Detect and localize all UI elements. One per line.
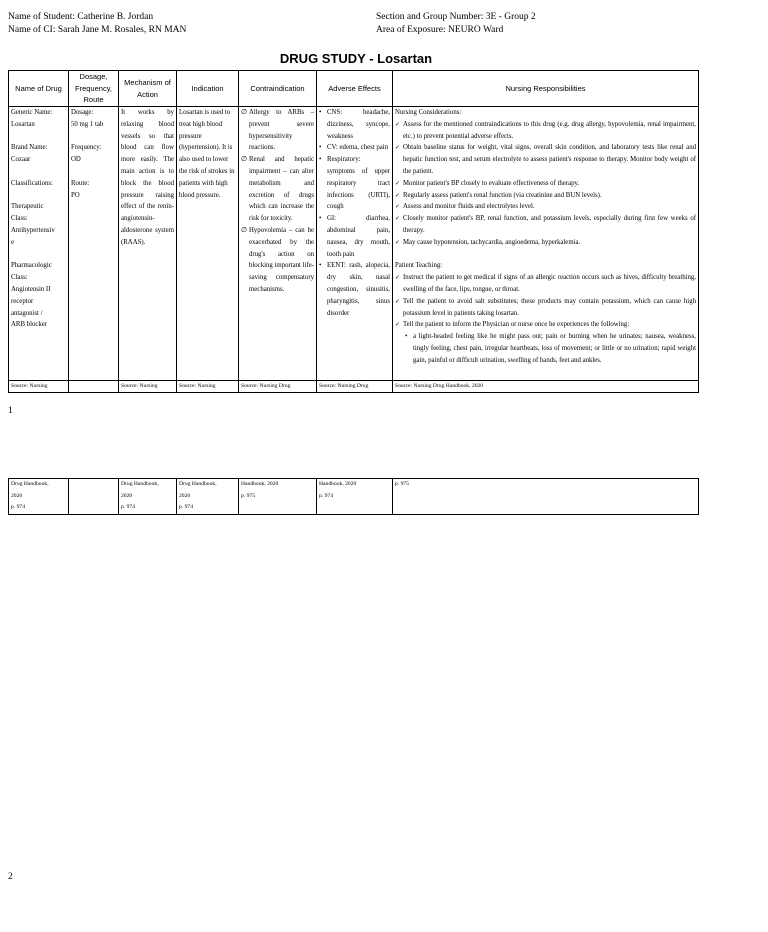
page-number-2: 2: [8, 872, 13, 882]
contraindication-item: ∅ Renal and hepatic impairment – can alter metabolism and excretion of drugs which can increase the risk for toxicity.: [241, 154, 314, 225]
source-line: Drug Handbook,: [121, 481, 159, 487]
source-line: p. 974: [11, 504, 25, 511]
adverse-effect-item: • CV: edema, chest pain: [319, 142, 390, 154]
consideration-item: ✓ Assess and monitor fluids and electrolytes level.: [395, 201, 696, 213]
cell-name-of-drug: [9, 107, 69, 381]
col-indication: Indication: [177, 71, 239, 107]
consideration-item: ✓ Regularly assess patient's renal function (via creatinine and BUN levels).: [395, 190, 696, 202]
route-label: Route:: [71, 179, 90, 187]
col-name-of-drug: Name of Drug: [9, 71, 69, 107]
cell-contraindication: [239, 107, 317, 381]
route-value: PO: [71, 191, 80, 199]
teaching-item: ✓ Instruct the patient to get medical if signs of an allergic reaction occurs such as hives, difficulty breathing, swelling of the face, lips, tongue, or throat.: [395, 272, 696, 296]
nursing-considerations-title: Nursing Considerations:: [395, 109, 462, 116]
col-adverse-effects: Adverse Effects: [317, 71, 393, 107]
source-cell: Source: Nursing: [177, 381, 239, 393]
patient-teaching-title: Patient Teaching:: [395, 262, 443, 270]
sources-continuation-table: [8, 478, 699, 515]
col-contraindication: Contraindication: [239, 71, 317, 107]
generic-value: Losartan: [11, 120, 35, 128]
teaching-item: ✓ Tell the patient to avoid salt substitutes; these products may contain potassium, which can cause high potassium level in patients taking losartan.: [395, 296, 696, 320]
consideration-item: ✓ May cause hypotension, tachycardia, angioedema, hyperkalemia.: [395, 237, 696, 249]
drug-study-table: [8, 70, 699, 393]
source-cont-cell: [317, 479, 393, 515]
brand-value: Cozaar: [11, 156, 31, 164]
pharmacologic-line-2: Class:: [11, 274, 28, 282]
adverse-effect-item: • Respiratory: symptoms of upper respiratory tract infections (URTI), cough: [319, 154, 390, 213]
table-header-row: [9, 71, 699, 107]
source-cont-cell: [119, 479, 177, 515]
cell-mechanism: [119, 107, 177, 381]
source-cell: Source: Nursing Drug Handbook, 2020: [393, 381, 699, 393]
cell-dosage: [69, 107, 119, 381]
col-dosage: Dosage, Frequency, Route: [69, 71, 119, 107]
adverse-effect-item: • EENT: rash, alopecia, dry skin, nasal congestion, sinusitis, pharyngitis, sinus disorder: [319, 260, 390, 319]
adverse-effect-item: • CNS: headache, dizziness, syncope, weakness: [319, 107, 390, 142]
source-line: p. 974: [121, 504, 135, 511]
classifications-label: Classifications:: [11, 179, 53, 187]
table-body-row: [9, 107, 699, 381]
source-cont-cell: [69, 479, 119, 515]
cell-nursing-responsibilities: [393, 107, 699, 381]
therapeutic-line-1: Therapeutic: [11, 203, 44, 211]
source-line: Handbook, 2020: [241, 481, 279, 487]
source-cont-cell: [9, 479, 69, 515]
source-line: Drug Handbook,: [179, 481, 217, 487]
page-title: DRUG STUDY - Losartan: [279, 51, 433, 66]
consideration-item: ✓ Assess for the mentioned contraindications to this drug (e.g. drug allergy, hypovolemia, renal impairment, etc.) to prevent potential adverse effects.: [395, 119, 696, 143]
teaching-sub-item: • a light-headed feeling like he might pass out; pain or burning when he urinates; nausea, weakness, tingly feeling, chest pain, irregular heartbeats, loss of movement; or little or no urination; rapid weight gain, painful or difficult urination, swelling of hands, feet and ankles.: [405, 331, 696, 366]
student-info: [8, 11, 186, 37]
source-line: Handbook, 2020: [319, 481, 357, 487]
col-nursing-responsibilities: Nursing Responsibilities: [393, 71, 699, 107]
section-info: [376, 11, 536, 37]
col-mechanism: Mechanism of Action: [119, 71, 177, 107]
source-line: 2020: [11, 492, 23, 499]
source-line: p. 975: [241, 492, 255, 499]
pharmacologic-line-4: receptor: [11, 297, 34, 305]
frequency-value: OD: [71, 156, 81, 164]
contraindication-item: ∅ Allergy to ARBs – prevent severe hypersensitivity reactions.: [241, 107, 314, 154]
source-line: 2020: [179, 492, 191, 499]
therapeutic-line-3: Antihypertensiv: [11, 226, 55, 234]
source-line: Drug Handbook,: [11, 481, 49, 487]
source-cell: [69, 381, 119, 393]
dosage-label: Dosage:: [71, 109, 94, 116]
ci-name: Name of CI: Sarah Jane M. Rosales, RN MAN: [8, 25, 187, 35]
adverse-effect-item: • GI: diarrhea, abdominal pain, nausea, dry mouth, tooth pain: [319, 213, 390, 260]
student-name: Name of Student: Catherine B. Jordan: [8, 12, 154, 22]
sources-continuation-row: [9, 479, 699, 515]
pharmacologic-line-3: Angiotensin II: [11, 285, 51, 293]
therapeutic-line-4: e: [11, 238, 15, 246]
therapeutic-line-2: Class:: [11, 215, 28, 223]
source-line: p. 975: [395, 481, 409, 487]
brand-label: Brand Name:: [11, 144, 48, 152]
pharmacologic-line-1: Pharmacologic: [11, 262, 52, 270]
source-cont-cell: [177, 479, 239, 515]
source-line: p. 974: [319, 492, 333, 499]
source-cell: Source: Nursing: [119, 381, 177, 393]
mechanism-text: It works by relaxing blood vessels so that blood can flow more easily. The main action is to block the blood pressure raising effect of the renin-angiotensin-aldosterone system (RAAS).: [121, 109, 174, 246]
source-cell: Source: Nursing Drug: [317, 381, 393, 393]
consideration-item: ✓ Obtain baseline status for weight, vital signs, overall skin condition, and laboratory tests like renal and hepatic function test, and serum electrolyte to assess patient's response to therapy. Monitor body weight of the patient.: [395, 142, 696, 177]
source-line: 2020: [121, 492, 133, 499]
source-line: p. 974: [179, 504, 193, 511]
pharmacologic-line-6: ARB blocker: [11, 321, 48, 329]
consideration-item: ✓ Closely monitor patient's BP, renal function, and potassium levels, especially during first few weeks of therapy.: [395, 213, 696, 237]
area-of-exposure: Area of Exposure: NEURO Ward: [376, 25, 504, 35]
frequency-label: Frequency:: [71, 144, 102, 152]
indication-text: Losartan is used to treat high blood pressure (hypertension). It is also used to lower the risk of strokes in patients with high blood pressure.: [179, 109, 235, 199]
consideration-item: ✓ Monitor patient's BP closely to evaluate effectiveness of therapy.: [395, 178, 696, 190]
page-number-1: 1: [8, 406, 13, 416]
generic-label: Generic Name:: [11, 109, 53, 116]
cell-adverse-effects: [317, 107, 393, 381]
sources-row: [9, 381, 699, 393]
source-cont-cell: [239, 479, 317, 515]
cell-indication: [177, 107, 239, 381]
dosage-value: 50 mg 1 tab: [71, 120, 104, 128]
source-cell: Source: Nursing Drug: [239, 381, 317, 393]
contraindication-item: ∅ Hypovolemia – can be exacerbated by the drug's action on blocking important life-saving compensatory mechanisms.: [241, 225, 314, 296]
source-cell: Source: Nursing: [9, 381, 69, 393]
pharmacologic-line-5: antagonist /: [11, 309, 43, 317]
teaching-item: ✓ Tell the patient to inform the Physician or nurse once he experiences the following:: [395, 319, 696, 331]
section-group: Section and Group Number: 3E - Group 2: [376, 12, 536, 22]
source-cont-cell: [393, 479, 699, 515]
